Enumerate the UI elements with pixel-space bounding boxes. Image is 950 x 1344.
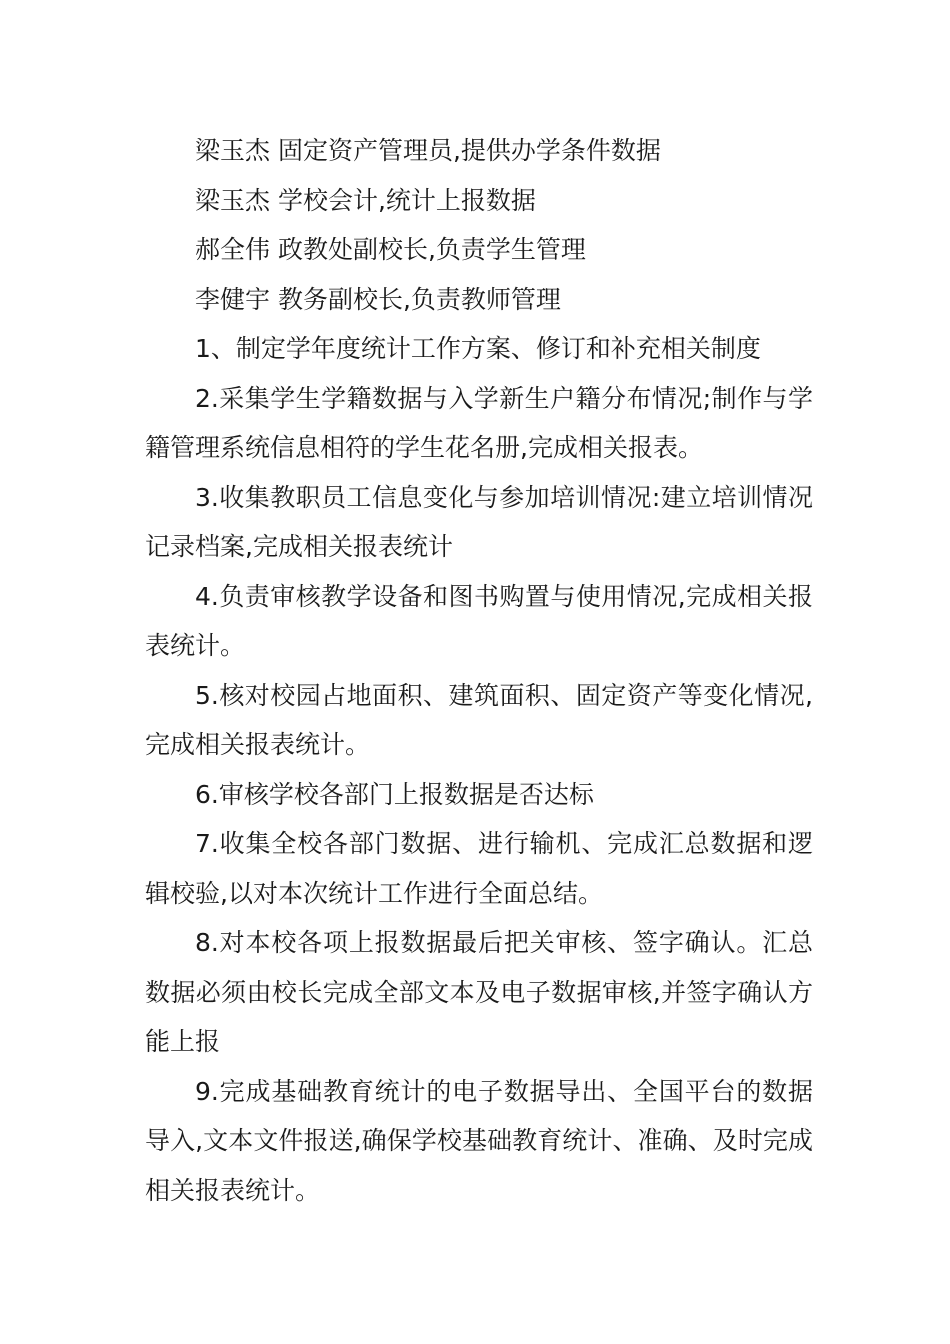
staff-line: 李健宇 教务副校长,负责教师管理 xyxy=(195,284,561,314)
staff-line: 梁玉杰 固定资产管理员,提供办学条件数据 xyxy=(195,136,661,165)
staff-line: 梁玉杰 学校会计,统计上报数据 xyxy=(195,185,536,215)
staff-line: 郝全伟 政教处副校长,负责学生管理 xyxy=(195,235,586,264)
task-item: 8.对本校各项上报数据最后把关审核、签字确认。汇总数据必须由校长完成全部文本及电子数据审核,并签字确认方能上报 xyxy=(145,928,813,1056)
task-item: 9.完成基础教育统计的电子数据导出、全国平台的数据导入,文本文件报送,确保学校基础教育统计、准确、及时完成相关报表统计。 xyxy=(145,1076,813,1205)
task-item: 3.收集教职员工信息变化与参加培训情况:建立培训情况记录档案,完成相关报表统计 xyxy=(145,482,813,561)
task-item: 6.审核学校各部门上报数据是否达标 xyxy=(195,779,594,809)
document-page xyxy=(145,126,813,1215)
task-item: 1、制定学年度统计工作方案、修订和补充相关制度 xyxy=(195,334,761,363)
task-item: 2.采集学生学籍数据与入学新生户籍分布情况;制作与学籍管理系统信息相符的学生花名册,完成相关报表。 xyxy=(145,383,813,462)
task-item: 5.核对校园占地面积、建筑面积、固定资产等变化情况,完成相关报表统计。 xyxy=(145,680,813,759)
task-item: 7.收集全校各部门数据、进行输机、完成汇总数据和逻辑校验,以对本次统计工作进行全面总结。 xyxy=(145,829,813,908)
task-item: 4.负责审核教学设备和图书购置与使用情况,完成相关报表统计。 xyxy=(145,581,813,660)
